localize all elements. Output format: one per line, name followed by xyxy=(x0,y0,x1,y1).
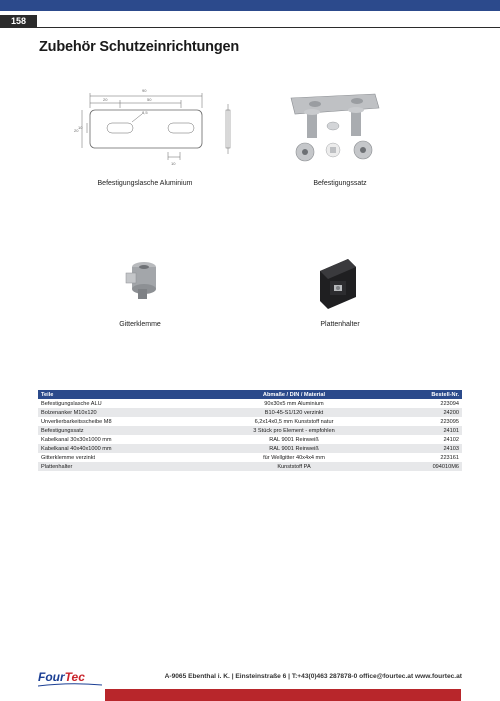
caption-plattenhalter: Plattenhalter xyxy=(320,321,360,328)
fastener-set-icon xyxy=(285,92,385,164)
cell-material: 6,2x14x0,5 mm Kunststoff natur xyxy=(194,417,394,426)
cell-teil: Plattenhalter xyxy=(38,462,194,471)
dim-label: 50 xyxy=(147,97,152,102)
cell-teil: Befestigungssatz xyxy=(38,426,194,435)
cell-bestellnr: 223094 xyxy=(394,399,462,408)
cell-bestellnr: 223161 xyxy=(394,453,462,462)
table-row xyxy=(38,444,462,453)
cell-material: 90x30x5 mm Aluminium xyxy=(194,399,394,408)
cell-teil: Kabelkanal 30x30x1000 mm xyxy=(38,435,194,444)
cell-material: RAL 9001 Reinweiß xyxy=(194,435,394,444)
table-row xyxy=(38,426,462,435)
cell-teil: Kabelkanal 40x40x1000 mm xyxy=(38,444,194,453)
drawing-bracket-icon xyxy=(70,84,250,170)
dim-label: 90 xyxy=(142,88,147,93)
cell-material: für Wellgitter 40x4x4 mm xyxy=(194,453,394,462)
table-row xyxy=(38,453,462,462)
cell-teil: Befestigungslasche ALU xyxy=(38,399,194,408)
dim-label: 10 xyxy=(171,161,176,166)
panel-holder-image xyxy=(316,257,360,311)
footer-address: A-9065 Ebenthal i. K. | Einsteinstraße 6 | T:+43(0)463 287878-0 office@fourtec.at www.fourtec.at xyxy=(164,673,462,680)
cell-material: RAL 9001 Reinweiß xyxy=(194,444,394,453)
cell-bestellnr: 24103 xyxy=(394,444,462,453)
cell-bestellnr: 223095 xyxy=(394,417,462,426)
panel-holder-icon xyxy=(316,257,360,311)
cell-bestellnr: 24102 xyxy=(394,435,462,444)
page-number: 158 xyxy=(0,15,37,28)
logo-four: Four xyxy=(38,670,65,684)
cell-material: 3 Stück pro Element - empfohlen xyxy=(194,426,394,435)
cell-teil: Unverlierbarkeitsscheibe M8 xyxy=(38,417,194,426)
col-header-teile: Teile xyxy=(38,390,194,399)
page-title: Zubehör Schutzeinrichtungen xyxy=(39,39,240,55)
caption-befestigungssatz: Befestigungssatz xyxy=(313,180,367,187)
cell-teil: Gitterklemme verzinkt xyxy=(38,453,194,462)
table-row xyxy=(38,435,462,444)
table-header-row xyxy=(38,390,462,399)
fastener-set-image xyxy=(285,92,385,164)
grid-clamp-icon xyxy=(122,259,164,303)
caption-befestigungslasche: Befestigungslasche Aluminium xyxy=(97,180,193,187)
table-row xyxy=(38,399,462,408)
dim-label: 20 xyxy=(74,128,79,133)
cell-bestellnr: 24200 xyxy=(394,408,462,417)
spec-table xyxy=(38,390,462,471)
dim-label: 10 xyxy=(78,125,83,130)
grid-clamp-image xyxy=(122,259,164,303)
col-header-abmasse: Abmaße / DIN / Material xyxy=(194,390,394,399)
caption-gitterklemme: Gitterklemme xyxy=(119,321,161,328)
col-header-bestellnr: Bestell-Nr. xyxy=(394,390,462,399)
cell-teil: Bolzenanker M10x120 xyxy=(38,408,194,417)
dim-label: 8,5 xyxy=(142,110,148,115)
logo-tec: Tec xyxy=(64,670,85,684)
cell-bestellnr: 094010M6 xyxy=(394,462,462,471)
logo-swoosh-icon xyxy=(38,683,102,687)
cell-material: B10-45-S1/120 verzinkt xyxy=(194,408,394,417)
dim-label: 20 xyxy=(103,97,108,102)
table-row xyxy=(38,417,462,426)
top-blue-bar xyxy=(0,0,500,11)
bottom-red-bar xyxy=(105,689,461,701)
cell-material: Kunststoff PA xyxy=(194,462,394,471)
table-row xyxy=(38,462,462,471)
bracket-drawing xyxy=(70,84,250,170)
page-rule xyxy=(37,27,500,28)
cell-bestellnr: 24101 xyxy=(394,426,462,435)
table-row xyxy=(38,408,462,417)
